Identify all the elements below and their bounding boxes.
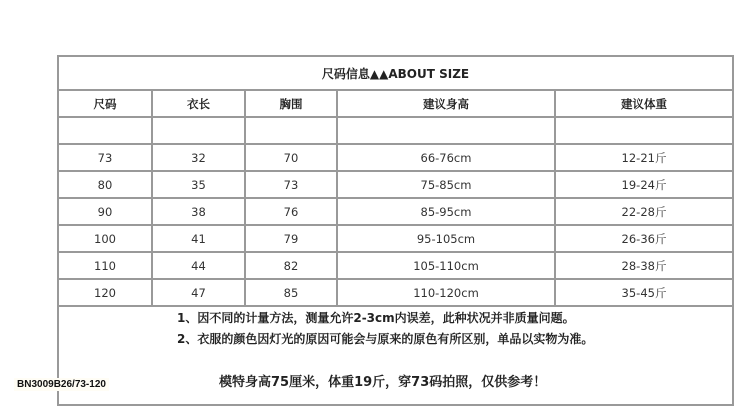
model-note: 模特身高75厘米，体重19斤，穿73码拍照，仅供参考！ <box>219 375 547 390</box>
cell-height: 75-85cm <box>337 171 555 198</box>
cell-chest: 70 <box>245 144 337 171</box>
cell-weight: 12-21斤 <box>555 144 732 171</box>
table-cell <box>245 117 337 144</box>
cell-length: 41 <box>152 225 245 252</box>
cell-weight: 19-24斤 <box>555 171 732 198</box>
cell-weight: 22-28斤 <box>555 198 732 225</box>
cell-size: 100 <box>59 225 152 252</box>
header-weight: 建议体重 <box>555 91 732 117</box>
cell-length: 47 <box>152 279 245 306</box>
cell-weight: 26-36斤 <box>555 225 732 252</box>
table-row <box>59 171 732 198</box>
header-height: 建议身高 <box>337 91 555 117</box>
cell-height: 110-120cm <box>337 279 555 306</box>
empty-row <box>59 117 732 144</box>
header-size: 尺码 <box>59 91 152 117</box>
cell-height: 105-110cm <box>337 252 555 279</box>
table-cell <box>555 117 732 144</box>
table-row <box>59 198 732 225</box>
table-row <box>59 279 732 306</box>
table-row <box>59 225 732 252</box>
table-cell <box>59 117 152 144</box>
table-cell <box>337 117 555 144</box>
cell-size: 73 <box>59 144 152 171</box>
header-length: 衣长 <box>152 91 245 117</box>
cell-length: 44 <box>152 252 245 279</box>
color-note: 2、衣服的颜色因灯光的原因可能会与原来的原色有所区别，单品以实物为准。 <box>177 332 594 346</box>
cell-height: 95-105cm <box>337 225 555 252</box>
cell-chest: 73 <box>245 171 337 198</box>
cell-size: 80 <box>59 171 152 198</box>
cell-chest: 85 <box>245 279 337 306</box>
cell-chest: 76 <box>245 198 337 225</box>
cell-length: 35 <box>152 171 245 198</box>
cell-length: 38 <box>152 198 245 225</box>
cell-size: 120 <box>59 279 152 306</box>
size-table <box>59 91 732 307</box>
cell-size: 90 <box>59 198 152 225</box>
cell-chest: 82 <box>245 252 337 279</box>
header-chest: 胸围 <box>245 91 337 117</box>
product-sku: BN3009B26/73-120 <box>14 378 109 391</box>
size-chart <box>57 55 734 406</box>
table-cell <box>152 117 245 144</box>
table-row <box>59 252 732 279</box>
size-chart-title: 尺码信息▲▲ABOUT SIZE <box>59 57 732 91</box>
measurement-note: 1、因不同的计量方法，测量允许2-3cm内误差，此种状况并非质量问题。 <box>177 311 575 325</box>
table-row <box>59 144 732 171</box>
header-row <box>59 91 732 117</box>
cell-height: 66-76cm <box>337 144 555 171</box>
cell-height: 85-95cm <box>337 198 555 225</box>
cell-size: 110 <box>59 252 152 279</box>
cell-chest: 79 <box>245 225 337 252</box>
cell-length: 32 <box>152 144 245 171</box>
cell-weight: 28-38斤 <box>555 252 732 279</box>
cell-weight: 35-45斤 <box>555 279 732 306</box>
